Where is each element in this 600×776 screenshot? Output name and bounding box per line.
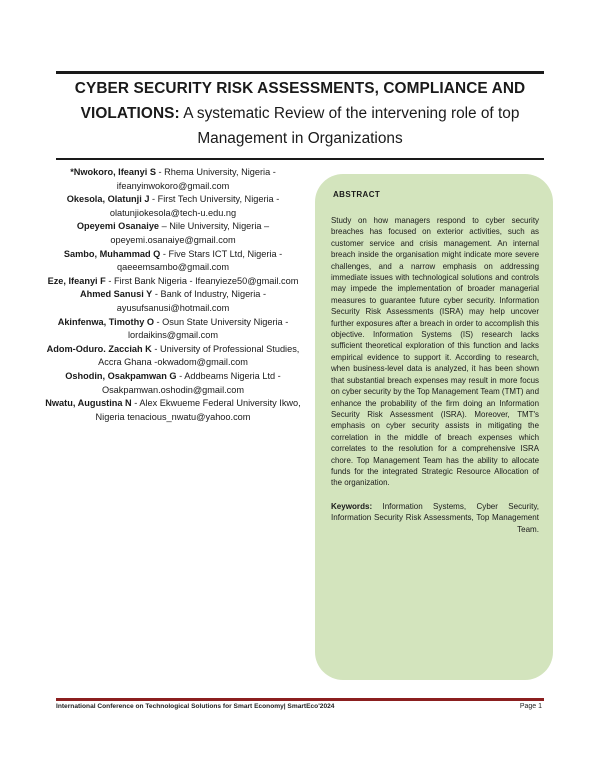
author-name: Okesola, Olatunji J (66, 194, 150, 205)
author-entry (42, 275, 304, 289)
paper-title (56, 76, 544, 151)
author-affiliation: - Alex Ekwueme Federal University Ikwo, Nigeria tenacious_nwatu@yahoo.com (95, 398, 301, 422)
author-affiliation: - First Bank Nigeria - Ifeanyieze50@gmail.com (105, 275, 299, 286)
author-name: *Nwokoro, Ifeanyi S (70, 167, 156, 177)
abstract-heading: ABSTRACT (333, 190, 381, 199)
author-affiliation: - Rhema University, Nigeria - ifeanyinwokoro@gmail.com (116, 167, 276, 191)
footer-rule (56, 698, 544, 701)
author-entry (42, 166, 304, 193)
top-rule (56, 71, 544, 74)
author-name: Eze, Ifeanyi F (47, 275, 106, 286)
author-entry (42, 220, 304, 247)
abstract-body: Study on how managers respond to cyber security breaches has focused on exterior activities, such as customer service and crisis management. An internal breach inside the organisation might indicate more severe challenges, and a narrow emphasis on addressing immediate issues with technological solutions and controls may impede the implementation of broader managerial measures to guarantee future cyber security. Information Security Risk Assessments (ISRA) may help uncover further exposures after a breach in order to accomplish this objective. Information Systems (IS) research lacks sufficient theoretical exploration of this function and lacks empirical evidence to support it. According to research, when business-level data is analyzed, it has been shown that substantial breach expenses may result in more focus on cyber security by the Top Management Team (TMT) and enhance the probability of the firm doing an Information Security Risk Assessment (ISRA). Moreover, TMT's emphasis on cyber security assists in mitigating the correlation in the middle of breach expenses which correlates to the resolution for a comprehensive ISRA chore. Top Management Team has the ability to allocate funds for the integrated Strategic Resource Allocation of the organization. (331, 216, 539, 488)
keywords-text: Information Systems, Cyber Security, Information Security Risk Assessments, Top Management Team. (331, 501, 539, 534)
author-affiliation: – Nile University, Nigeria – opeyemi.osanaiye@gmail.com (110, 221, 270, 245)
title-bold-part: CYBER SECURITY RISK ASSESSMENTS, COMPLIANCE AND VIOLATIONS: (74, 80, 526, 122)
author-entry (42, 193, 304, 220)
author-name: Adom-Oduro. Zacciah K (46, 343, 152, 354)
author-entry (42, 248, 304, 275)
author-entry (42, 397, 304, 424)
author-name: Ahmed Sanusi Y (79, 289, 153, 300)
author-entry (42, 316, 304, 343)
title-rule (56, 158, 544, 160)
author-affiliation: - University of Professional Studies, Accra Ghana -okwadom@gmail.com (98, 343, 300, 368)
author-affiliation: - First Tech University, Nigeria - olatunjiokesola@tech-u.edu.ng (109, 194, 280, 218)
keywords (331, 501, 539, 536)
footer-page-number: Page 1 (519, 703, 542, 710)
abstract-box (315, 174, 553, 680)
author-name: Opeyemi Osanaiye (76, 221, 160, 232)
author-list (42, 166, 304, 424)
author-entry (42, 288, 304, 315)
author-affiliation: - Addbeams Nigeria Ltd - Osakpamwan.oshodin@gmail.com (101, 370, 281, 395)
author-affiliation: - Bank of Industry, Nigeria - ayusufsanusi@hotmail.com (116, 289, 267, 313)
title-subtitle-part: A systematic Review of the intervening role of top Management in Organizations (183, 105, 520, 147)
author-entry (42, 343, 304, 370)
author-name: Akinfenwa, Timothy O (57, 316, 154, 327)
author-name: Sambo, Muhammad Q (63, 248, 161, 259)
author-affiliation: - Osun State University Nigeria - lordaikins@gmail.com (128, 316, 289, 341)
author-name: Oshodin, Osakpamwan G (65, 370, 177, 381)
author-name: Nwatu, Augustina N (45, 398, 132, 409)
keywords-label: Keywords: (331, 501, 373, 511)
author-affiliation: - Five Stars ICT Ltd, Nigeria - qaeeemsambo@gmail.com (117, 248, 283, 273)
footer-conference: International Conference on Technological Solutions for Smart Economy| SmartEco'2024 (56, 703, 335, 710)
author-entry (42, 370, 304, 397)
